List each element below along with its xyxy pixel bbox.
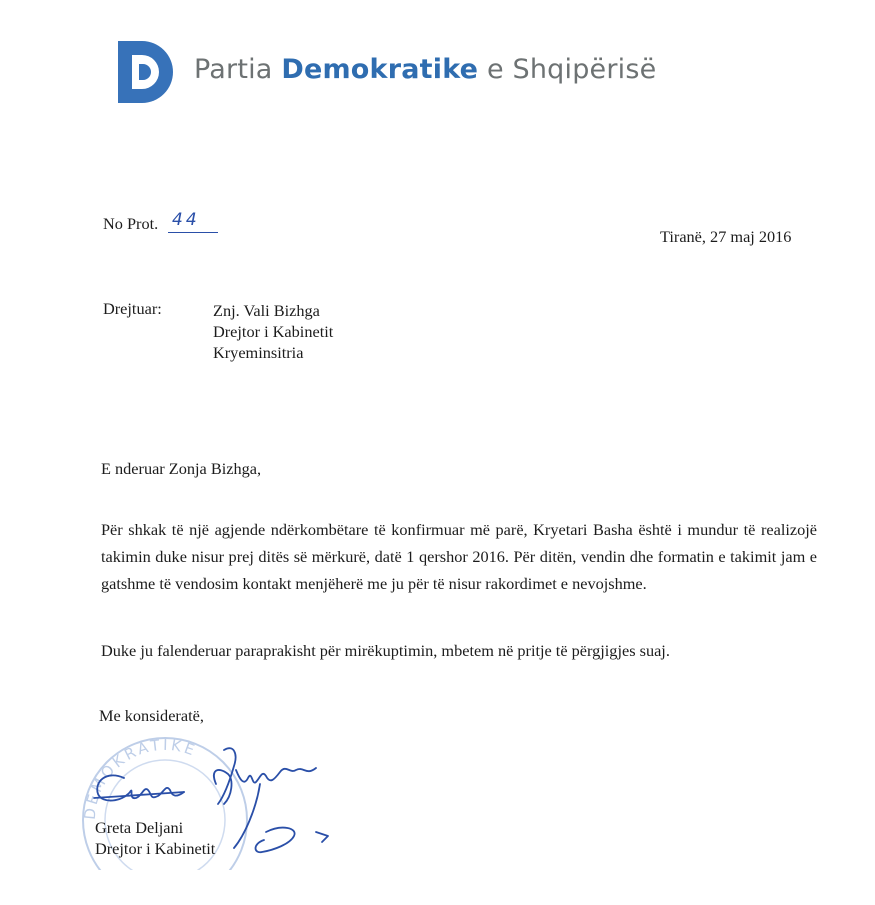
signer-block	[95, 817, 215, 859]
org-name-prefix: Partia	[194, 54, 282, 85]
letter-date: Tiranë, 27 maj 2016	[660, 227, 792, 246]
closing-paragraph: Duke ju falenderuar paraprakisht për mirëkuptimin, mbetem në pritje të përgjigjes suaj.	[101, 641, 670, 660]
signer-name: Greta Deljani	[95, 818, 184, 837]
org-name-bold: Demokratike	[281, 54, 479, 85]
salutation: E nderuar Zonja Bizhga,	[101, 459, 262, 478]
org-name	[194, 54, 656, 85]
addressee-block	[213, 300, 333, 363]
signer-title: Drejtor i Kabinetit	[95, 839, 216, 858]
protocol-underline	[168, 232, 218, 233]
addressee-name: Znj. Vali Bizhga	[213, 301, 320, 320]
addressee-title: Drejtor i Kabinetit	[213, 322, 334, 341]
regards-line: Me konsideratë,	[99, 706, 204, 725]
addressee-institution: Kryeminsitria	[213, 343, 304, 362]
addressee-label: Drejtuar:	[103, 299, 162, 318]
org-name-suffix: e Shqipërisë	[478, 54, 657, 85]
protocol-number: 44	[172, 210, 200, 230]
protocol-label: No Prot.	[103, 214, 159, 233]
pd-logo-icon	[112, 37, 174, 107]
body-paragraph: Për shkak të një agjende ndërkombëtare të konfirmuar më parë, Kryetari Basha është i mundur të realizojë takimin duke nisur prej ditës së mërkurë, datë 1 qershor 2016. Për ditën, vendin dhe formatin e takimit jam e gatshme të vendosim kontakt menjëherë me ju për të nisur rakordimet e nevojshme.	[101, 520, 817, 593]
stamp-text: DEMOKRATIKE	[80, 735, 200, 821]
